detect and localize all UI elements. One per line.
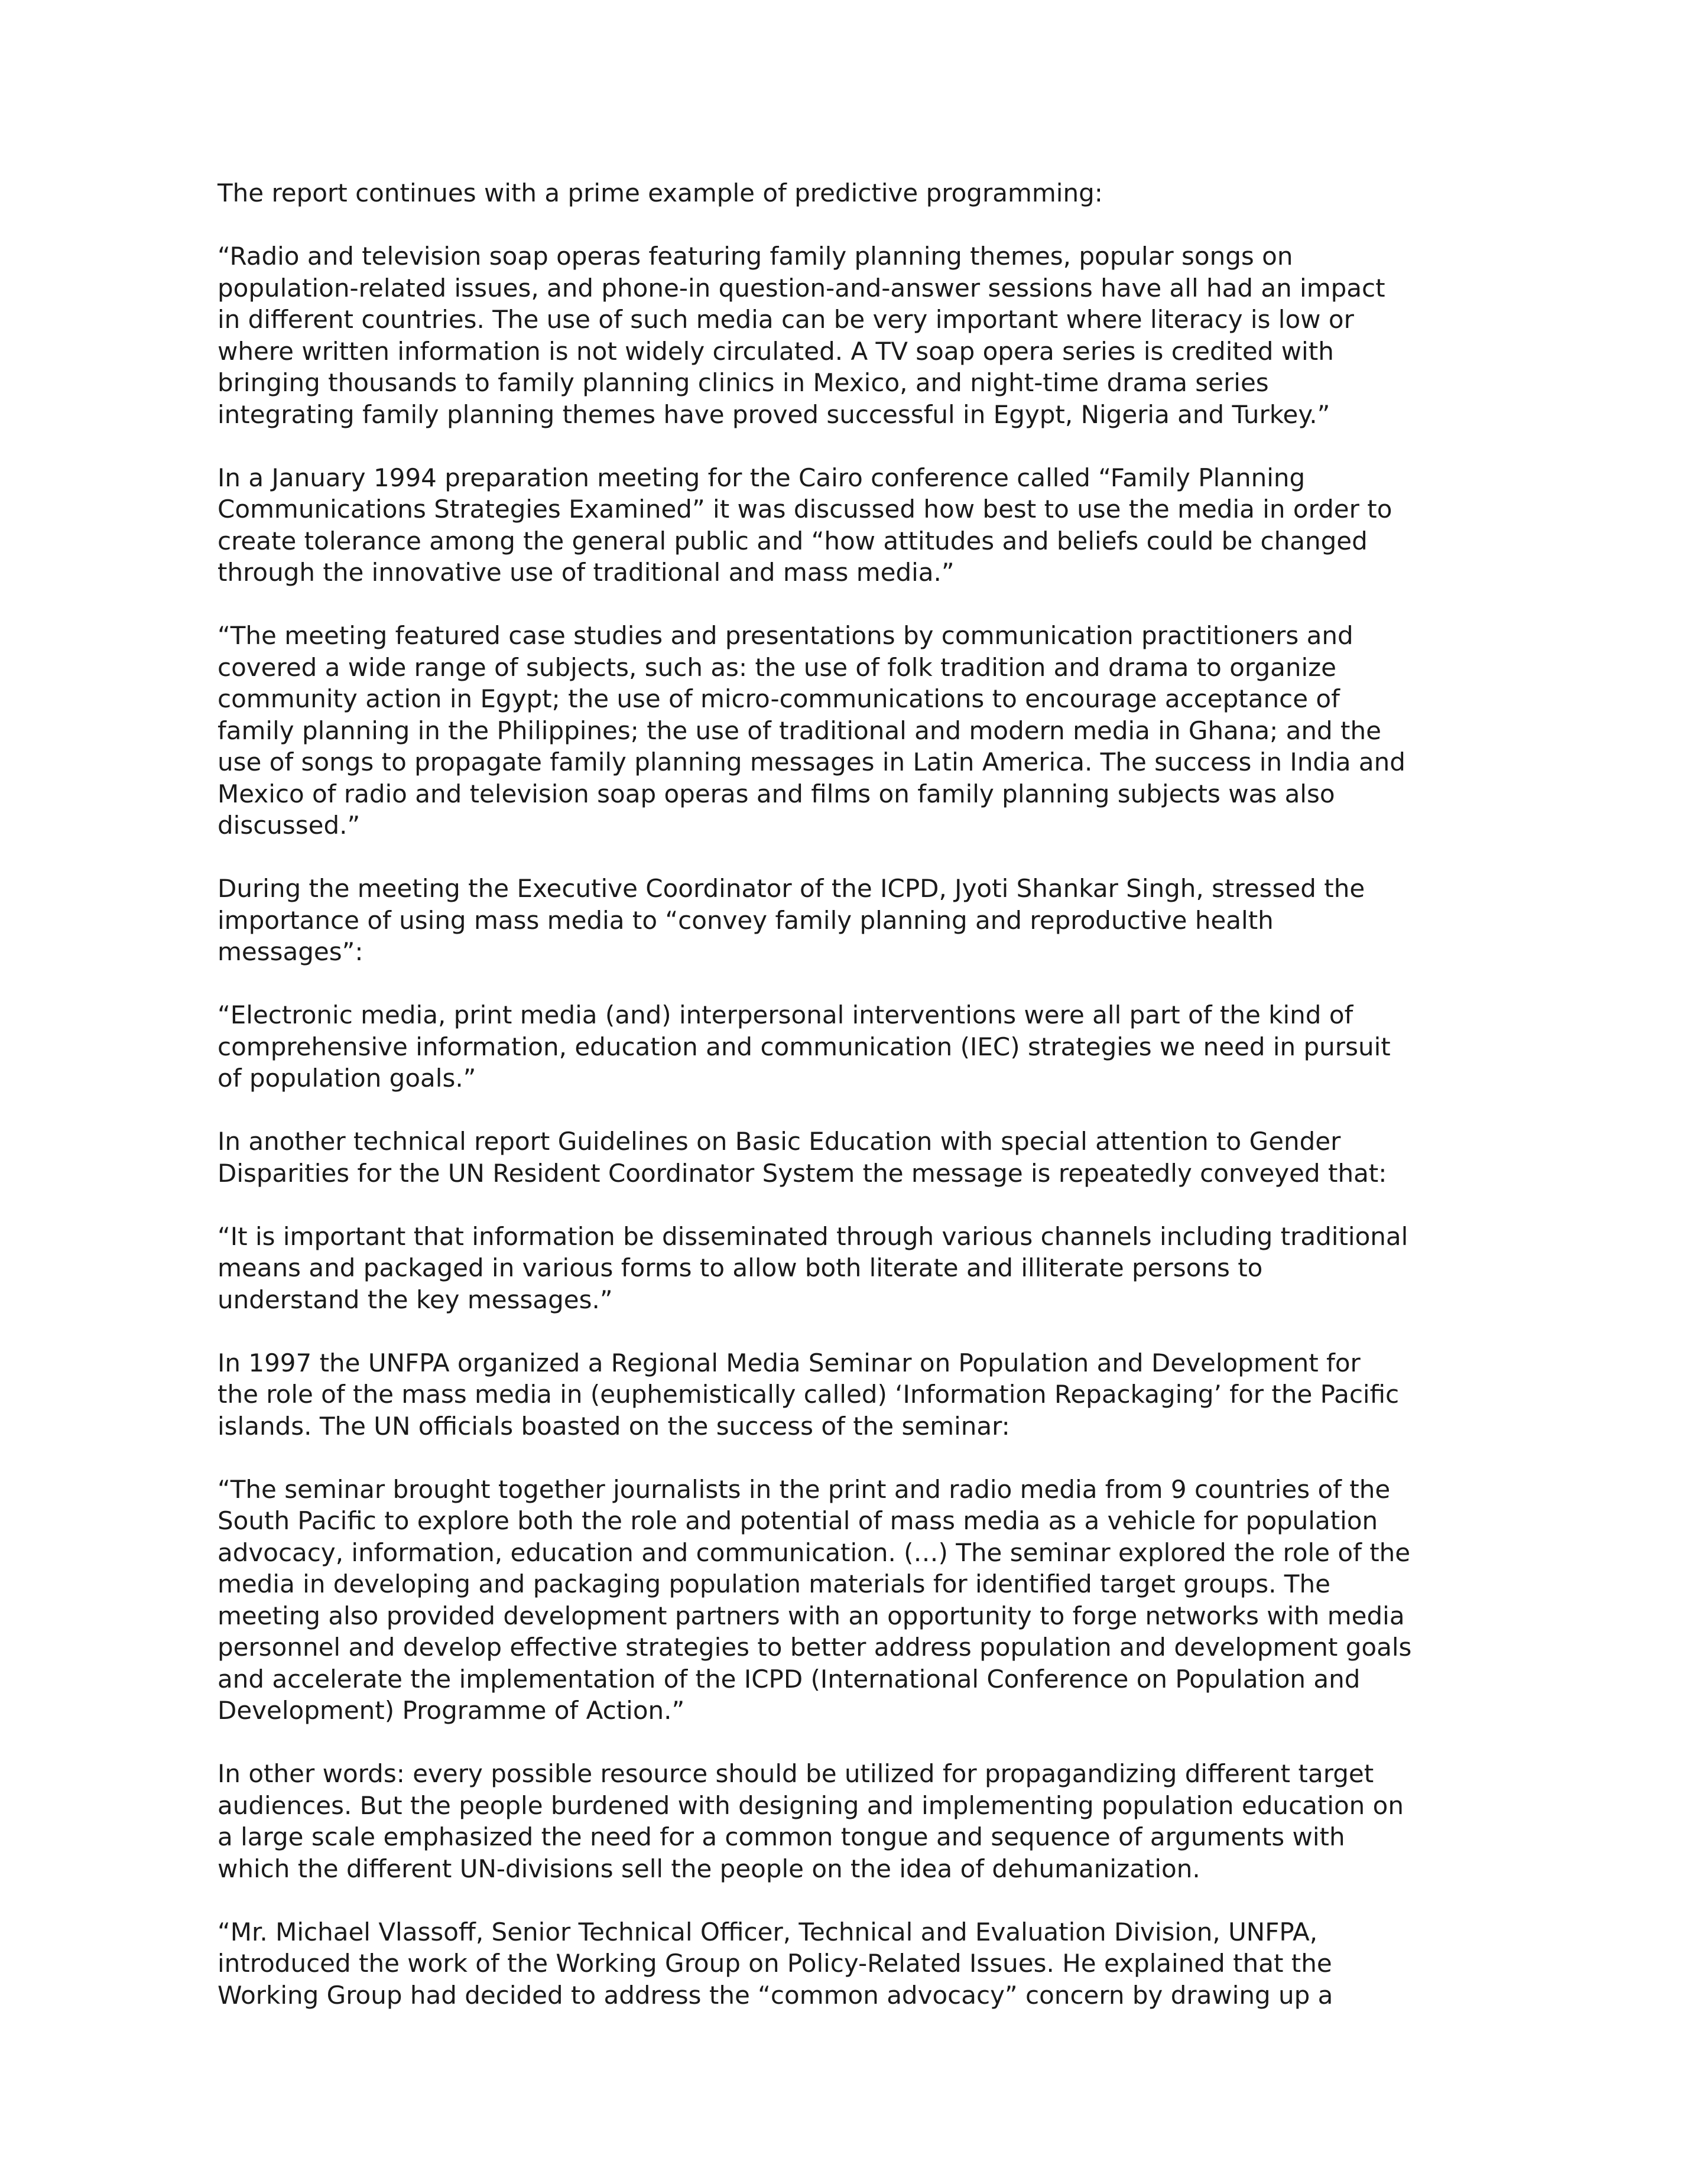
paragraph-cairo-meeting: In a January 1994 preparation meeting for the Cairo conference called “Family Planning Communications Strategies Examined” it was discussed how best to use the media in order to create tolerance among the general public and “how attitudes and beliefs could be changed through the innovative use of traditional and mass media.”: [218, 463, 1392, 587]
paragraph-meeting-quote: “The meeting featured case studies and presentations by communication practitioners and covered a wide range of subjects, such as: the use of folk tradition and drama to organize community action in Egypt; the use of micro-communications to encourage acceptance of family planning in the Philippines; the use of traditional and modern media in Ghana; and the use of songs to propagate family planning messages in Latin America. The success in India and Mexico of radio and television soap operas and films on family planning subjects was also discussed.”: [218, 621, 1405, 840]
paragraph-seminar-quote: “The seminar brought together journalists in the print and radio media from 9 countries of the South Pacific to explore both the role and potential of mass media as a vehicle for population advocacy, information, education and communication. (…) The seminar explored the role of the media in developing and packaging population materials for identified target groups. The meeting also provided development partners with an opportunity to forge networks with media personnel and develop effective strategies to better address population and development goals and accelerate the implementation of the ICPD (International Conference on Population and Development) Programme of Action.”: [218, 1474, 1412, 1725]
paragraph-radio-tv-quote: “Radio and television soap operas featuring family planning themes, popular songs on population-related issues, and phone-in question-and-answer sessions have all had an impact in different countries. The use of such media can be very important where literacy is low or where written information is not widely circulated. A TV soap opera series is credited with bringing thousands to family planning clinics in Mexico, and night-time drama series integrating family planning themes have proved successful in Egypt, Nigeria and Turkey.”: [218, 242, 1385, 429]
paragraph-information-quote: “It is important that information be disseminated through various channels including traditional means and packaged in various forms to allow both literate and illiterate persons to understand the key messages.”: [218, 1221, 1408, 1314]
paragraph-technical-report: In another technical report Guidelines on Basic Education with special attention to Gender Disparities for the UN Resident Coordinator System the message is repeatedly conveyed that:: [218, 1127, 1387, 1188]
paragraph-electronic-media-quote: “Electronic media, print media (and) interpersonal interventions were all part of the kind of comprehensive information, education and communication (IEC) strategies we need in pursuit of population goals.”: [218, 1000, 1391, 1093]
paragraph-in-other-words: In other words: every possible resource should be utilized for propagandizing different target audiences. But the people burdened with designing and implementing population education on a large scale emphasized the need for a common tongue and sequence of arguments with which the different UN-divisions sell the people on the idea of dehumanization.: [218, 1759, 1404, 1883]
paragraph-vlassoff-quote: “Mr. Michael Vlassoff, Senior Technical Officer, Technical and Evaluation Division, UNFPA, introduced the work of the Working Group on Policy-Related Issues. He explained that the Working Group had decided to address the “common advocacy” concern by drawing up a: [218, 1917, 1333, 2010]
paragraph-unfpa-seminar: In 1997 the UNFPA organized a Regional Media Seminar on Population and Development for the role of the mass media in (euphemistically called) ‘Information Repackaging’ for the Pacific islands. The UN officials boasted on the success of the seminar:: [218, 1348, 1400, 1441]
paragraph-executive-coordinator: During the meeting the Executive Coordinator of the ICPD, Jyoti Shankar Singh, stressed the importance of using mass media to “convey family planning and reproductive health messages”:: [218, 874, 1365, 966]
paragraph-intro: The report continues with a prime example of predictive programming:: [218, 178, 1103, 207]
document-body: [218, 177, 1482, 2011]
